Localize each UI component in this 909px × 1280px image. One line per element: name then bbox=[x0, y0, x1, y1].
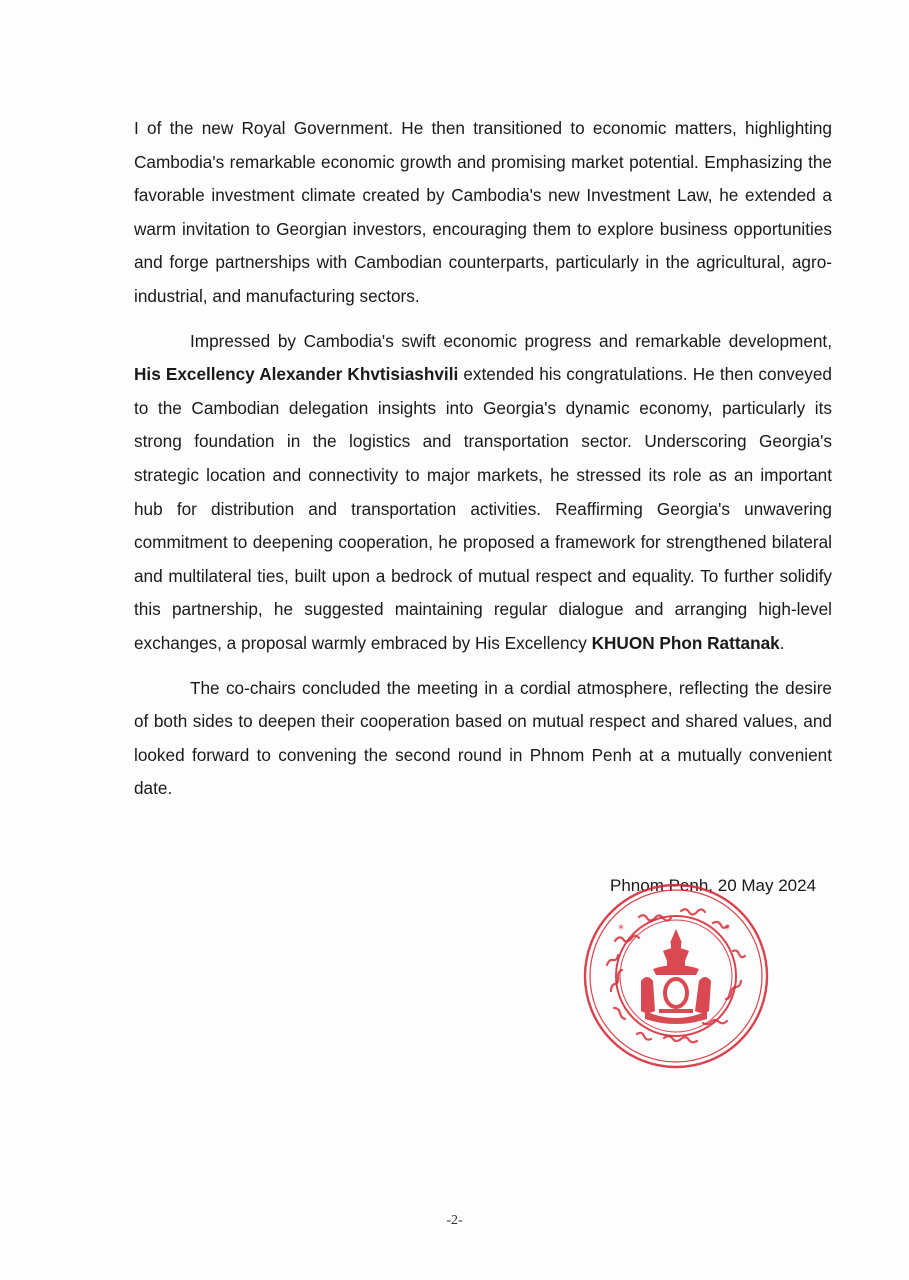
place-date: Phnom Penh, 20 May 2024 bbox=[610, 876, 817, 895]
paragraph-2 bbox=[134, 325, 832, 661]
paragraph-2-text-b: extended his congratulations. He then conveyed to the Cambodian delegation insights into Georgia's dynamic economy, particularly its strong foundation in the logistics and transportation sector. Underscoring Georgia's strategic location and connectivity to major markets, he stressed its role as an important hub for distribution and transportation activities. Reaffirming Georgia's unwavering commitment to deepening cooperation, he proposed a framework for strengthened bilateral and multilateral ties, built upon a bedrock of mutual respect and equality. To further solidify this partnership, he suggested maintaining regular dialogue and arranging high-level exchanges, a proposal warmly embraced by His Excellency bbox=[134, 364, 832, 653]
paragraph-3-text: The co-chairs concluded the meeting in a cordial atmosphere, reflecting the desire of both sides to deepen their cooperation based on mutual respect and shared values, and looked forward to convening the second round in Phnom Penh at a mutually convenient date. bbox=[134, 677, 832, 799]
svg-text:*: * bbox=[724, 922, 730, 936]
svg-text:*: * bbox=[618, 922, 624, 936]
paragraph-1-text: I of the new Royal Government. He then transitioned to economic matters, highlighting Cambodia's remarkable economic growth and promising market potential. Emphasizing the favorable investment climate created by Cambodia's new Investment Law, he extended a warm invitation to Georgian investors, encouraging them to explore business opportunities and forge partnerships with Cambodian counterparts, particularly in the agricultural, agro-industrial, and manufacturing sectors. bbox=[134, 118, 832, 306]
official-seal-stamp bbox=[581, 881, 771, 1071]
paragraph-2-text-a: Impressed by Cambodia's swift economic progress and remarkable development, bbox=[190, 330, 832, 351]
cambodian-minister-name: KHUON Phon Rattanak bbox=[591, 632, 780, 653]
document-body bbox=[134, 112, 832, 817]
georgian-minister-name: His Excellency Alexander Khvtisiashvili bbox=[134, 364, 459, 385]
paragraph-1 bbox=[134, 112, 832, 314]
paragraph-3 bbox=[134, 672, 832, 806]
paragraph-2-text-c: . bbox=[779, 632, 785, 653]
page-number: -2- bbox=[446, 1213, 463, 1228]
